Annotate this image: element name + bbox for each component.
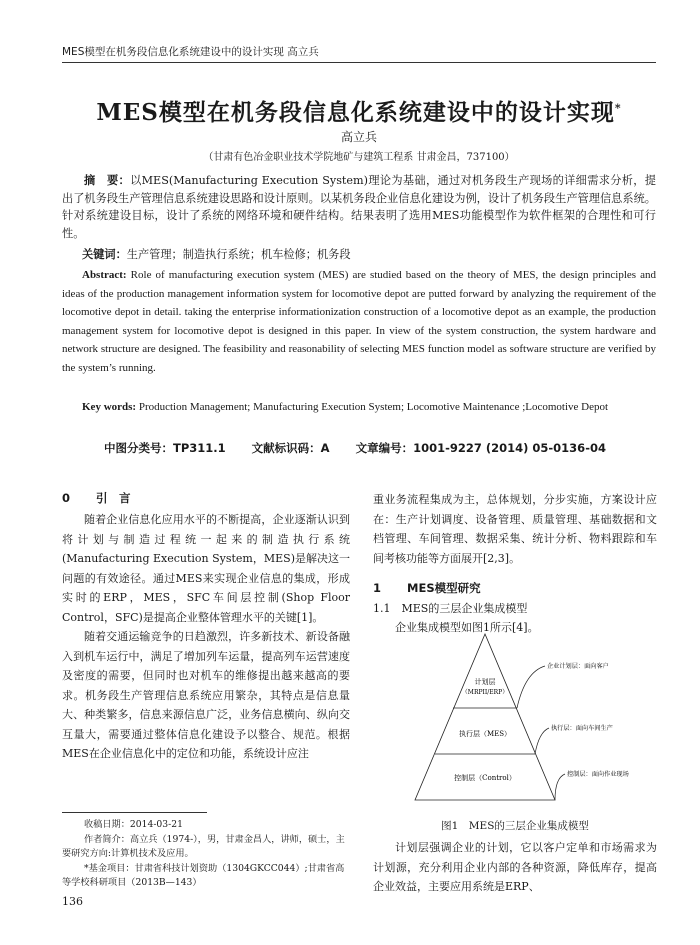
plan-brace <box>517 666 545 708</box>
footnote-rule <box>62 812 207 813</box>
abstract-en-text: Role of manufacturing execution system (MES) are studied based on the theory of MES, the design principles and ideas of the production management information system for locomotive depot are putted forward by analyzing the requirement of the locomotive depot in detail. taking the enterprise informationization construction of a locomotive depot as an example, the production management system for locomotive depot is designed in this paper. In view of the system construction, the system hardware and network structure are designed. The feasibility and reasonability of selecting MES function model as software structure are verified by the system’s running. <box>62 269 656 374</box>
keywords-cn-text: 生产管理；制造执行系统；机车检修；机务段 <box>126 248 351 261</box>
right-paragraph-3: 计划层强调企业的计划，它以客户定单和市场需求为计划源，充分利用企业内部的各种资源，降低库存，提高企业效益，主要应用系统是ERP、 <box>373 841 657 893</box>
keywords-en <box>62 398 656 417</box>
running-head: MES模型在机务段信息化系统建设中的设计实现 高立兵 <box>62 46 319 58</box>
right-column <box>373 490 657 638</box>
abstract-cn-label: 摘 要： <box>84 173 131 187</box>
keywords-cn-label: 关键词： <box>82 247 127 261</box>
abstract-en <box>62 266 656 378</box>
right-paragraph-1: 重业务流程集成为主，总体规划，分步实施，方案设计应在：生产计划调度、设备管理、质量管理、基础数据和文档管理、车间管理、数据采集、统计分析、物料跟踪和车间考核功能等方面展开[2,3]。 <box>373 493 657 565</box>
author-bio: 作者简介：高立兵（1974-），男，甘肃金昌人，讲师，硕士，主要研究方向:计算机技术及应用。 <box>62 833 345 859</box>
clc-number: 中图分类号：TP311.1 <box>104 441 226 455</box>
figure-1-caption: 图1 MES的三层企业集成模型 <box>441 820 589 832</box>
abstract-en-label: Abstract: <box>82 269 127 281</box>
exec-note: 执行层：面向车间生产 <box>551 725 613 732</box>
affiliation: （甘肃有色冶金职业技术学院地矿与建筑工程系 甘肃金昌，737100） <box>203 152 515 163</box>
section-0-title: 引 言 <box>96 491 131 505</box>
paper-title <box>62 94 656 127</box>
keywords-en-text: Production Management; Manufacturing Execution System; Locomotive Maintenance ;Locomotive Depot <box>136 401 609 413</box>
figure-1-pyramid <box>405 632 657 808</box>
layer-ctrl-label: 控制层（Control） <box>454 774 516 782</box>
intro-paragraph-2: 随着交通运输竞争的日趋激烈，许多新技术、新设备融入到机车运行中，满足了增加列车运量，提高列车运营速度及密度的需要，但同时也对机车的维修提出越来越高的要求。机务段生产管理信息系统应用繁杂，其特点是信息量大、种类繁多，信息来源信息广泛，业务信息横向、纵向交互量大，需要通过整体信息化建设予以整合、规范。根据MES在企业信息化中的定位和功能，系统设计应注 <box>62 630 350 760</box>
layer-plan-sublabel: （MRPII/ERP） <box>461 689 509 696</box>
title-footnote-mark: * <box>614 101 622 115</box>
section-1-title: MES模型研究 <box>407 581 481 595</box>
received-date: 收稿日期：2014-03-21 <box>84 819 183 830</box>
funding-note: *基金项目：甘肃省科技计划资助（1304GKCC044）;甘肃省高等学校科研项目（2013B—143） <box>62 862 345 888</box>
title-text: MES模型在机务段信息化系统建设中的设计实现 <box>96 99 615 126</box>
abstract-cn <box>62 172 656 242</box>
section-0-heading <box>62 490 350 506</box>
page-number: 136 <box>62 895 83 908</box>
ctrl-note: 控制层：面向作业现场 <box>567 771 629 778</box>
keywords-cn <box>82 246 656 262</box>
footnotes <box>62 818 350 891</box>
right-column-continued <box>373 838 657 897</box>
author: 高立兵 <box>340 130 377 144</box>
article-number: 文章编号：1001-9227 (2014) 05-0136-04 <box>355 441 606 455</box>
left-column <box>62 490 350 764</box>
intro-paragraph-1: 随着企业信息化应用水平的不断提高，企业逐渐认识到将计划与制造过程统一起来的制造执行系统(Manufacturing Execution System，MES)是解决这一问题的有效途径。通过MES来实现企业信息的集成，形成实时的ERP，MES，SFC车间层控制(Shop Floor Control，SFC)是提高企业整体管理水平的关键[1]。 <box>62 513 350 624</box>
ctrl-brace <box>555 774 565 800</box>
plan-note: 企业计划层：面向客户 <box>547 663 609 670</box>
abstract-cn-text: 以MES(Manufacturing Execution System)理论为基础，通过对机务段生产现场的详细需求分析，提出了机务段生产管理信息系统建设思路和设计原则。以某机务段企业信息化建设为例，设计了机务段生产管理信息系统。针对系统建设目标，设计了系统的网络环境和硬件结构。结果表明了选用MES功能模型作为软件框架的合理性和可行性。 <box>62 174 656 240</box>
keywords-en-label: Key words: <box>82 401 137 413</box>
section-0-number: 0 <box>62 491 71 505</box>
section-1-heading <box>373 580 657 596</box>
header-rule <box>62 62 656 63</box>
section-1-number: 1 <box>373 581 382 595</box>
right-paragraph-2: 企业集成模型如图1所示[4]。 <box>395 621 539 634</box>
layer-exec-label: 执行层（MES） <box>458 730 512 738</box>
document-code: 文献标识码：A <box>251 441 330 455</box>
subsection-1-1-heading: 1.1 MES的三层企业集成模型 <box>373 602 528 615</box>
layer-plan-label: 计划层 <box>474 678 496 686</box>
exec-brace <box>535 728 549 754</box>
classification-line <box>104 440 628 456</box>
